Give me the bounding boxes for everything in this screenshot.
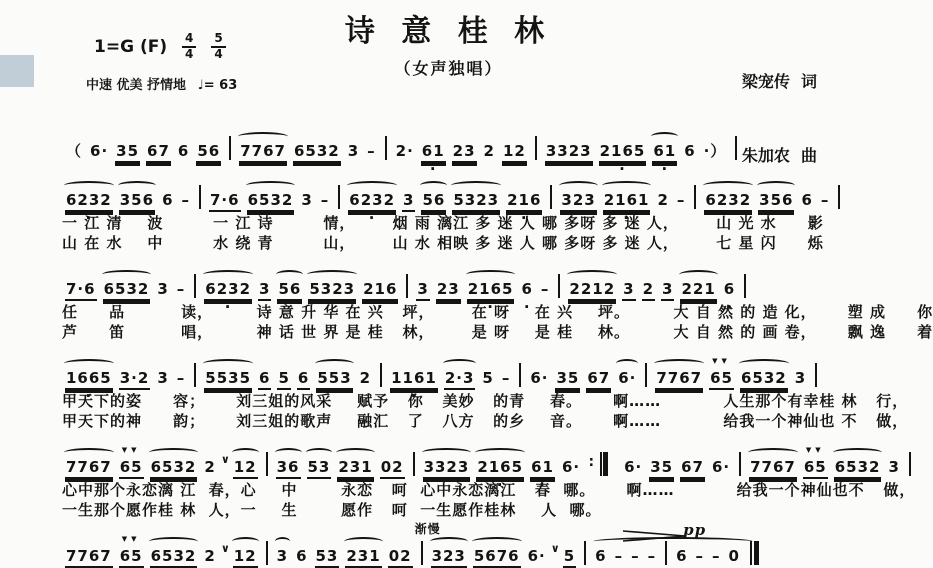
note-group: 65 ▼▼ (709, 368, 734, 390)
lyric-line-verse2: 芦 笛 唱， 神 话 世 界 是 桂 林， 是 呀 是 桂 林。 大 自 然 的 画 卷， 飘 逸 着 (62, 323, 933, 341)
barline (558, 274, 560, 298)
note-group: – (712, 547, 721, 565)
note-group: 7767 (655, 368, 703, 390)
score (0, 115, 933, 568)
note-group: 3 (347, 142, 360, 160)
barline (229, 136, 231, 160)
barline (421, 541, 423, 565)
note-group: 02 (380, 457, 405, 479)
barline (815, 363, 817, 387)
note-group: 2 (657, 191, 669, 209)
note-group: 6532 (834, 457, 882, 479)
note-group: 6532 (740, 368, 788, 390)
metronome-value: = 63 (203, 78, 238, 93)
note-group: 7·6 (65, 279, 97, 301)
note-group: 6· (624, 458, 643, 476)
note-group: 23 (452, 141, 477, 163)
note-group: – (176, 280, 186, 298)
metronome-marking (198, 78, 238, 93)
note-group: 6 (684, 142, 696, 160)
accent-marks: ▼▼ (121, 535, 141, 543)
barline (838, 185, 840, 209)
note-group: 35 (555, 368, 580, 390)
note-group: 6532 (150, 546, 198, 568)
note-group: – (181, 191, 190, 209)
note-group: – (176, 369, 186, 387)
note-group: 6 (296, 547, 308, 565)
note-group: 5676 (473, 546, 521, 568)
score-system-5 (62, 431, 916, 519)
note-group: 553 (316, 368, 352, 390)
notation-row (62, 431, 900, 479)
barline (199, 185, 201, 209)
note-group: 6 (162, 191, 174, 209)
note-group: 6 · (520, 279, 533, 299)
barline (739, 452, 741, 476)
note-group: 3 (258, 279, 271, 301)
note-group: 56 (196, 141, 221, 163)
lyric-line-verse1: 一 江 清 波 一 江 诗 情， 烟 雨 漓江 多 迷 人 哪 多呀 多 迷 人， 山 光 水 影 (62, 214, 824, 232)
note-group: 02 (388, 546, 413, 568)
note-group: 35 (649, 457, 674, 479)
note-group: 323 (560, 190, 596, 212)
barline (535, 136, 537, 160)
note-group: 0 (728, 547, 740, 565)
note-group: 3 (416, 279, 429, 301)
barline (194, 274, 196, 298)
note-group: – (676, 191, 686, 209)
note-group: 61 · (652, 141, 677, 163)
score-system-3 (62, 253, 933, 341)
note-group: 6· (527, 547, 546, 565)
note-group: （ (66, 142, 83, 160)
note-group: 5323 (452, 190, 500, 212)
note-group: ·） (703, 142, 727, 160)
note-group: 5 (563, 546, 576, 568)
note-group: 3 (661, 279, 674, 301)
note-group: 6· (90, 142, 109, 160)
note-group: 7767 (65, 546, 113, 568)
note-group: 6· (530, 369, 549, 387)
note-group: 53 (315, 546, 340, 568)
note-group: 221 (680, 279, 716, 301)
note-group: – (501, 369, 511, 387)
note-group: 61 · (530, 457, 555, 479)
note-group: – (647, 546, 658, 566)
note-group: 7·6 (209, 190, 241, 212)
lyricist-credit: 梁宠传 词 (741, 71, 817, 91)
barline (909, 452, 911, 476)
note-group: 6 · (723, 279, 736, 299)
note-group: 3·2 (119, 368, 151, 390)
note-group: 7767 (239, 141, 287, 163)
lyric-line-verse1: 心中那个永恋漓 江 春，心 中 永恋 呵 心中永恋漓江 春 哪。 啊…… 给我一个神仙也不 做， (62, 481, 916, 499)
note-group: 2 (483, 142, 495, 160)
barline (744, 274, 746, 298)
barline (385, 136, 387, 160)
note-group: 6 (595, 547, 607, 565)
quarter-note-icon: ♩ (197, 78, 204, 93)
note-group: 2212 (568, 279, 616, 301)
breath-mark: ∨ (220, 453, 230, 466)
notation-row (62, 253, 887, 301)
note-group: 216 · (362, 279, 398, 301)
note-group: 2 (204, 458, 216, 476)
note-group: 67 (680, 457, 705, 479)
barline (413, 452, 415, 476)
note-group: 6532 (247, 190, 295, 212)
note-group: 53 (307, 457, 332, 479)
ts-numerator: 4 (182, 32, 196, 48)
note-group: 56 (277, 279, 302, 301)
note-group: – (695, 547, 705, 565)
note-group: 65 ▼▼ (803, 457, 828, 479)
note-group: 67 (146, 141, 171, 163)
note-group: 3 (301, 191, 313, 209)
note-group: 3323 (423, 457, 471, 479)
lyric-line-verse2: 甲天下的神 韵； 刘三姐的歌声 融汇 了 八方 的乡 音。 啊…… 给我一个神仙也 不 做， (62, 412, 909, 430)
note-group: 6532 (103, 279, 151, 301)
breath-mark: ∨ (220, 542, 230, 555)
note-group: 216 · (506, 190, 542, 212)
lyric-line-verse2: 一生那个愿作桂 林 人，一 生 愿作 呵 一生愿作桂林 人 哪。 (62, 501, 602, 519)
note-group: 2165 · (467, 279, 515, 301)
note-group: 5323 (308, 279, 356, 301)
note-group: 356 (758, 190, 794, 212)
note-group: 6· (561, 458, 581, 476)
score-system-4 (62, 342, 909, 430)
barline (194, 363, 196, 387)
note-group: 5535 (204, 368, 252, 390)
composer-credit: 朱加农 曲 (741, 145, 817, 165)
note-group: 231 (345, 546, 381, 568)
note-group: 36 (276, 457, 301, 479)
note-group: 6232 (704, 190, 752, 212)
note-group: 6 (177, 142, 190, 160)
breath-mark: ∨ (550, 542, 560, 555)
note-group: 12 (233, 546, 258, 568)
tempo-change-label: 渐慢 (414, 522, 441, 536)
key-text: 1=G (F) (94, 36, 168, 57)
note-group: 7767 (65, 457, 113, 479)
note-group: 2 (204, 547, 216, 565)
barline (338, 185, 340, 209)
note-group: – (540, 280, 550, 298)
note-group: 5 (482, 369, 494, 387)
note-group: 2 (359, 369, 372, 387)
note-group: 2165 · (476, 457, 524, 479)
note-group: 6232 · (65, 190, 113, 212)
dynamic-label: pp (683, 521, 707, 539)
barline (266, 541, 268, 565)
ts-denominator: 4 (214, 46, 223, 61)
barline (406, 274, 408, 298)
note-group: 6 (258, 368, 271, 390)
lyric-line-verse1: 甲天下的姿 容； 刘三姐的风采 赋予 你 美妙 的青 春。 啊…… 人生那个有幸桂 林 行， (62, 392, 909, 410)
note-group: 2161 · (603, 190, 651, 212)
page-title: 诗 意 桂 林 (344, 14, 553, 49)
note-group: 3 (888, 458, 900, 476)
note-group: – (631, 547, 640, 565)
note-group: 3 (157, 280, 169, 298)
note-group: 2 (642, 279, 655, 301)
subtitle: （女声独唱） (394, 59, 503, 78)
decrescendo-hairpin-icon (621, 527, 693, 539)
note-group: 6532 (150, 457, 198, 479)
note-group: 356 (119, 190, 155, 212)
accent-marks: ▼▼ (121, 446, 141, 454)
note-group: 3 (402, 190, 415, 212)
barline (645, 363, 647, 387)
lyric-line-verse2: 山 在 水 中 水 绕 青 山， 山 水 相映 多 迷 人 哪 多呀 多 迷 人， 七 星 闪 烁 (62, 234, 824, 252)
score-system-6 (62, 520, 887, 568)
lyric-line-verse1: 任 品 读， 诗 意 升 华 在 兴 坪， 在 呀 在 兴 坪。 大 自 然 的 造 化， 塑 成 你 (62, 303, 933, 321)
accent-marks: ▼▼ (712, 357, 731, 365)
barline (584, 541, 586, 565)
note-group: 6232 · (348, 190, 396, 212)
notation-row (62, 342, 887, 390)
note-group: 3 (276, 547, 289, 565)
note-group: 6532 (293, 141, 341, 163)
note-group: 61 · (421, 141, 446, 163)
ts-numerator: 5 (211, 32, 225, 48)
note-group: 23 (436, 279, 461, 301)
note-group: 3323 (545, 141, 593, 163)
note-group: 12 (233, 457, 258, 479)
barline (266, 452, 268, 476)
note-group: 3 (794, 369, 807, 387)
note-group: 323 渐慢 (431, 546, 467, 568)
note-group: 1161 · (390, 368, 438, 390)
note-group: – (820, 191, 830, 209)
note-group: – (367, 142, 376, 160)
note-group: 6 pp (676, 521, 707, 565)
note-group: 1665 · (65, 368, 113, 390)
note-group: 67 (586, 368, 611, 390)
note-group: 6232 · (204, 279, 252, 301)
note-group: 6 (801, 191, 813, 209)
note-group: – (320, 191, 330, 209)
barline (550, 185, 552, 209)
barline (519, 363, 521, 387)
note-group: 2165 · (599, 141, 647, 163)
notation-row (62, 520, 887, 568)
note-group: 56 (421, 190, 446, 212)
note-group: 3 (157, 369, 169, 387)
note-group: 7767 (749, 457, 797, 479)
note-group: 65 ▼▼ (119, 546, 144, 568)
note-group: 6· (618, 369, 637, 387)
note-group: 6· (711, 458, 731, 476)
barline (694, 185, 696, 209)
tempo-text: 中速 优美 抒情地 (86, 78, 187, 93)
note-group: 5 (277, 368, 290, 390)
barline (380, 363, 382, 387)
note-group: – (614, 547, 624, 565)
note-group: 231 (337, 457, 373, 479)
note-group: 35 (115, 141, 140, 163)
barline (735, 136, 737, 160)
accent-marks: ▼▼ (805, 446, 825, 454)
ts-denominator: 4 (185, 46, 194, 61)
note-group: 65 ▼▼ (119, 457, 144, 479)
note-group: 2·3 (444, 368, 476, 390)
note-group: 12 (502, 141, 527, 163)
note-group: 3 (622, 279, 635, 301)
note-group: 2· (395, 142, 414, 160)
repeat-barline (600, 452, 608, 476)
note-group: 6 (297, 368, 310, 390)
